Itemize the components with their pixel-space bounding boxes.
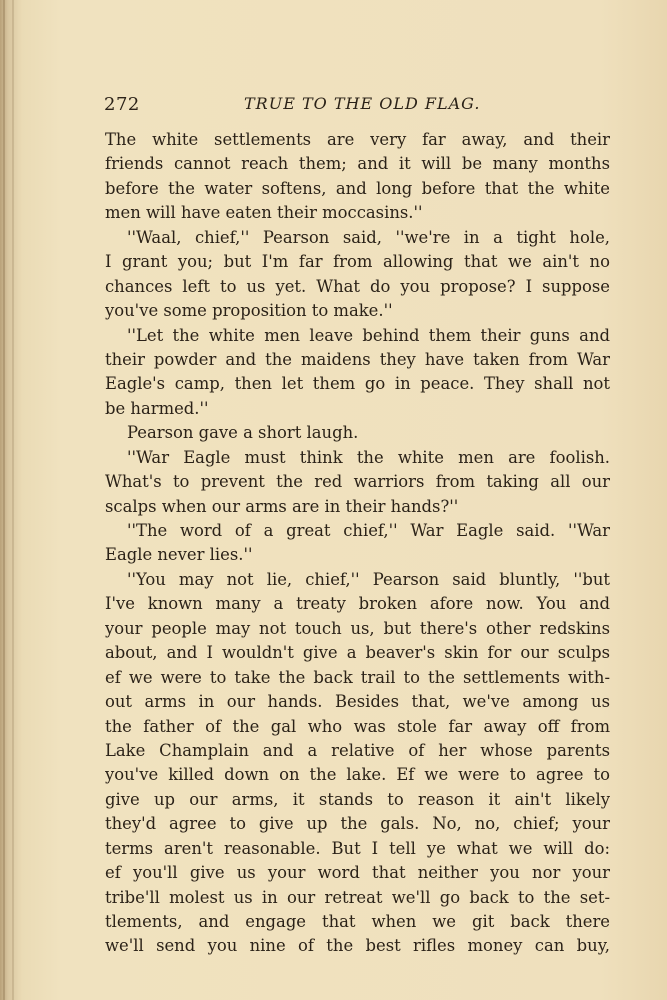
text-line: about, and I wouldn't give a beaver's skin for our sculps xyxy=(105,643,610,663)
text-line: ''Let the white men leave behind them their guns and xyxy=(127,325,610,345)
text-line: before the water softens, and long before that the white xyxy=(105,178,610,198)
text-line: I've known many a treaty broken afore now. You and xyxy=(105,594,610,614)
text-line: they'd agree to give up the gals. No, no, chief; your xyxy=(105,814,610,834)
text-line: terms aren't reasonable. But I tell ye what we will do: xyxy=(105,838,610,858)
text-line: give up our arms, it stands to reason it ain't likely xyxy=(105,789,610,809)
text-line: your people may not touch us, but there's other redskins xyxy=(105,618,610,638)
spine-edge-line xyxy=(3,0,5,1000)
text-line: I grant you; but I'm far from allowing that we ain't no xyxy=(105,252,610,272)
running-title: TRUE TO THE OLD FLAG. xyxy=(244,94,481,113)
text-line: Eagle never lies.'' xyxy=(105,545,253,565)
text-line: ''You may not lie, chief,'' Pearson said bluntly, ''but xyxy=(127,569,610,589)
text-line: Pearson gave a short laugh. xyxy=(127,423,359,443)
text-line: scalps when our arms are in their hands?'' xyxy=(105,496,459,516)
body-text xyxy=(105,128,610,959)
text-line: friends cannot reach them; and it will be many months xyxy=(105,154,610,174)
text-line: we'll send you nine of the best rifles money can buy, xyxy=(105,936,610,956)
text-line: you've some proposition to make.'' xyxy=(105,301,393,321)
text-line: ef we were to take the back trail to the settlements with- xyxy=(105,667,610,687)
text-line: tlements, and engage that when we git back there xyxy=(105,912,610,931)
text-line: the father of the gal who was stole far away off from xyxy=(105,716,610,736)
text-line: chances left to us yet. What do you propose? I suppose xyxy=(105,276,610,296)
text-line: you've killed down on the lake. Ef we were to agree to xyxy=(105,765,610,785)
text-line: ''Waal, chief,'' Pearson said, ''we're in a tight hole, xyxy=(127,227,610,247)
text-line: The white settlements are very far away, and their xyxy=(105,130,610,149)
text-line: be harmed.'' xyxy=(105,398,209,418)
page-number: 272 xyxy=(104,94,140,115)
text-line: What's to prevent the red warriors from taking all our xyxy=(105,472,610,492)
text-line: men will have eaten their moccasins.'' xyxy=(105,203,423,223)
text-line: their powder and the maidens they have taken from War xyxy=(105,349,610,369)
page-header xyxy=(104,94,612,118)
text-line: tribe'll molest us in our retreat we'll go back to the set- xyxy=(105,887,610,907)
text-line: Lake Champlain and a relative of her whose parents xyxy=(105,740,610,760)
text-line: ''The word of a great chief,'' War Eagle said. ''War xyxy=(127,521,610,540)
text-line: out arms in our hands. Besides that, we've among us xyxy=(105,692,610,712)
text-line: Eagle's camp, then let them go in peace. They shall not xyxy=(105,374,610,394)
text-line: ef you'll give us your word that neither you nor your xyxy=(105,863,610,883)
spine-edge-line xyxy=(12,0,14,1000)
text-line: ''War Eagle must think the white men are foolish. xyxy=(127,447,610,467)
